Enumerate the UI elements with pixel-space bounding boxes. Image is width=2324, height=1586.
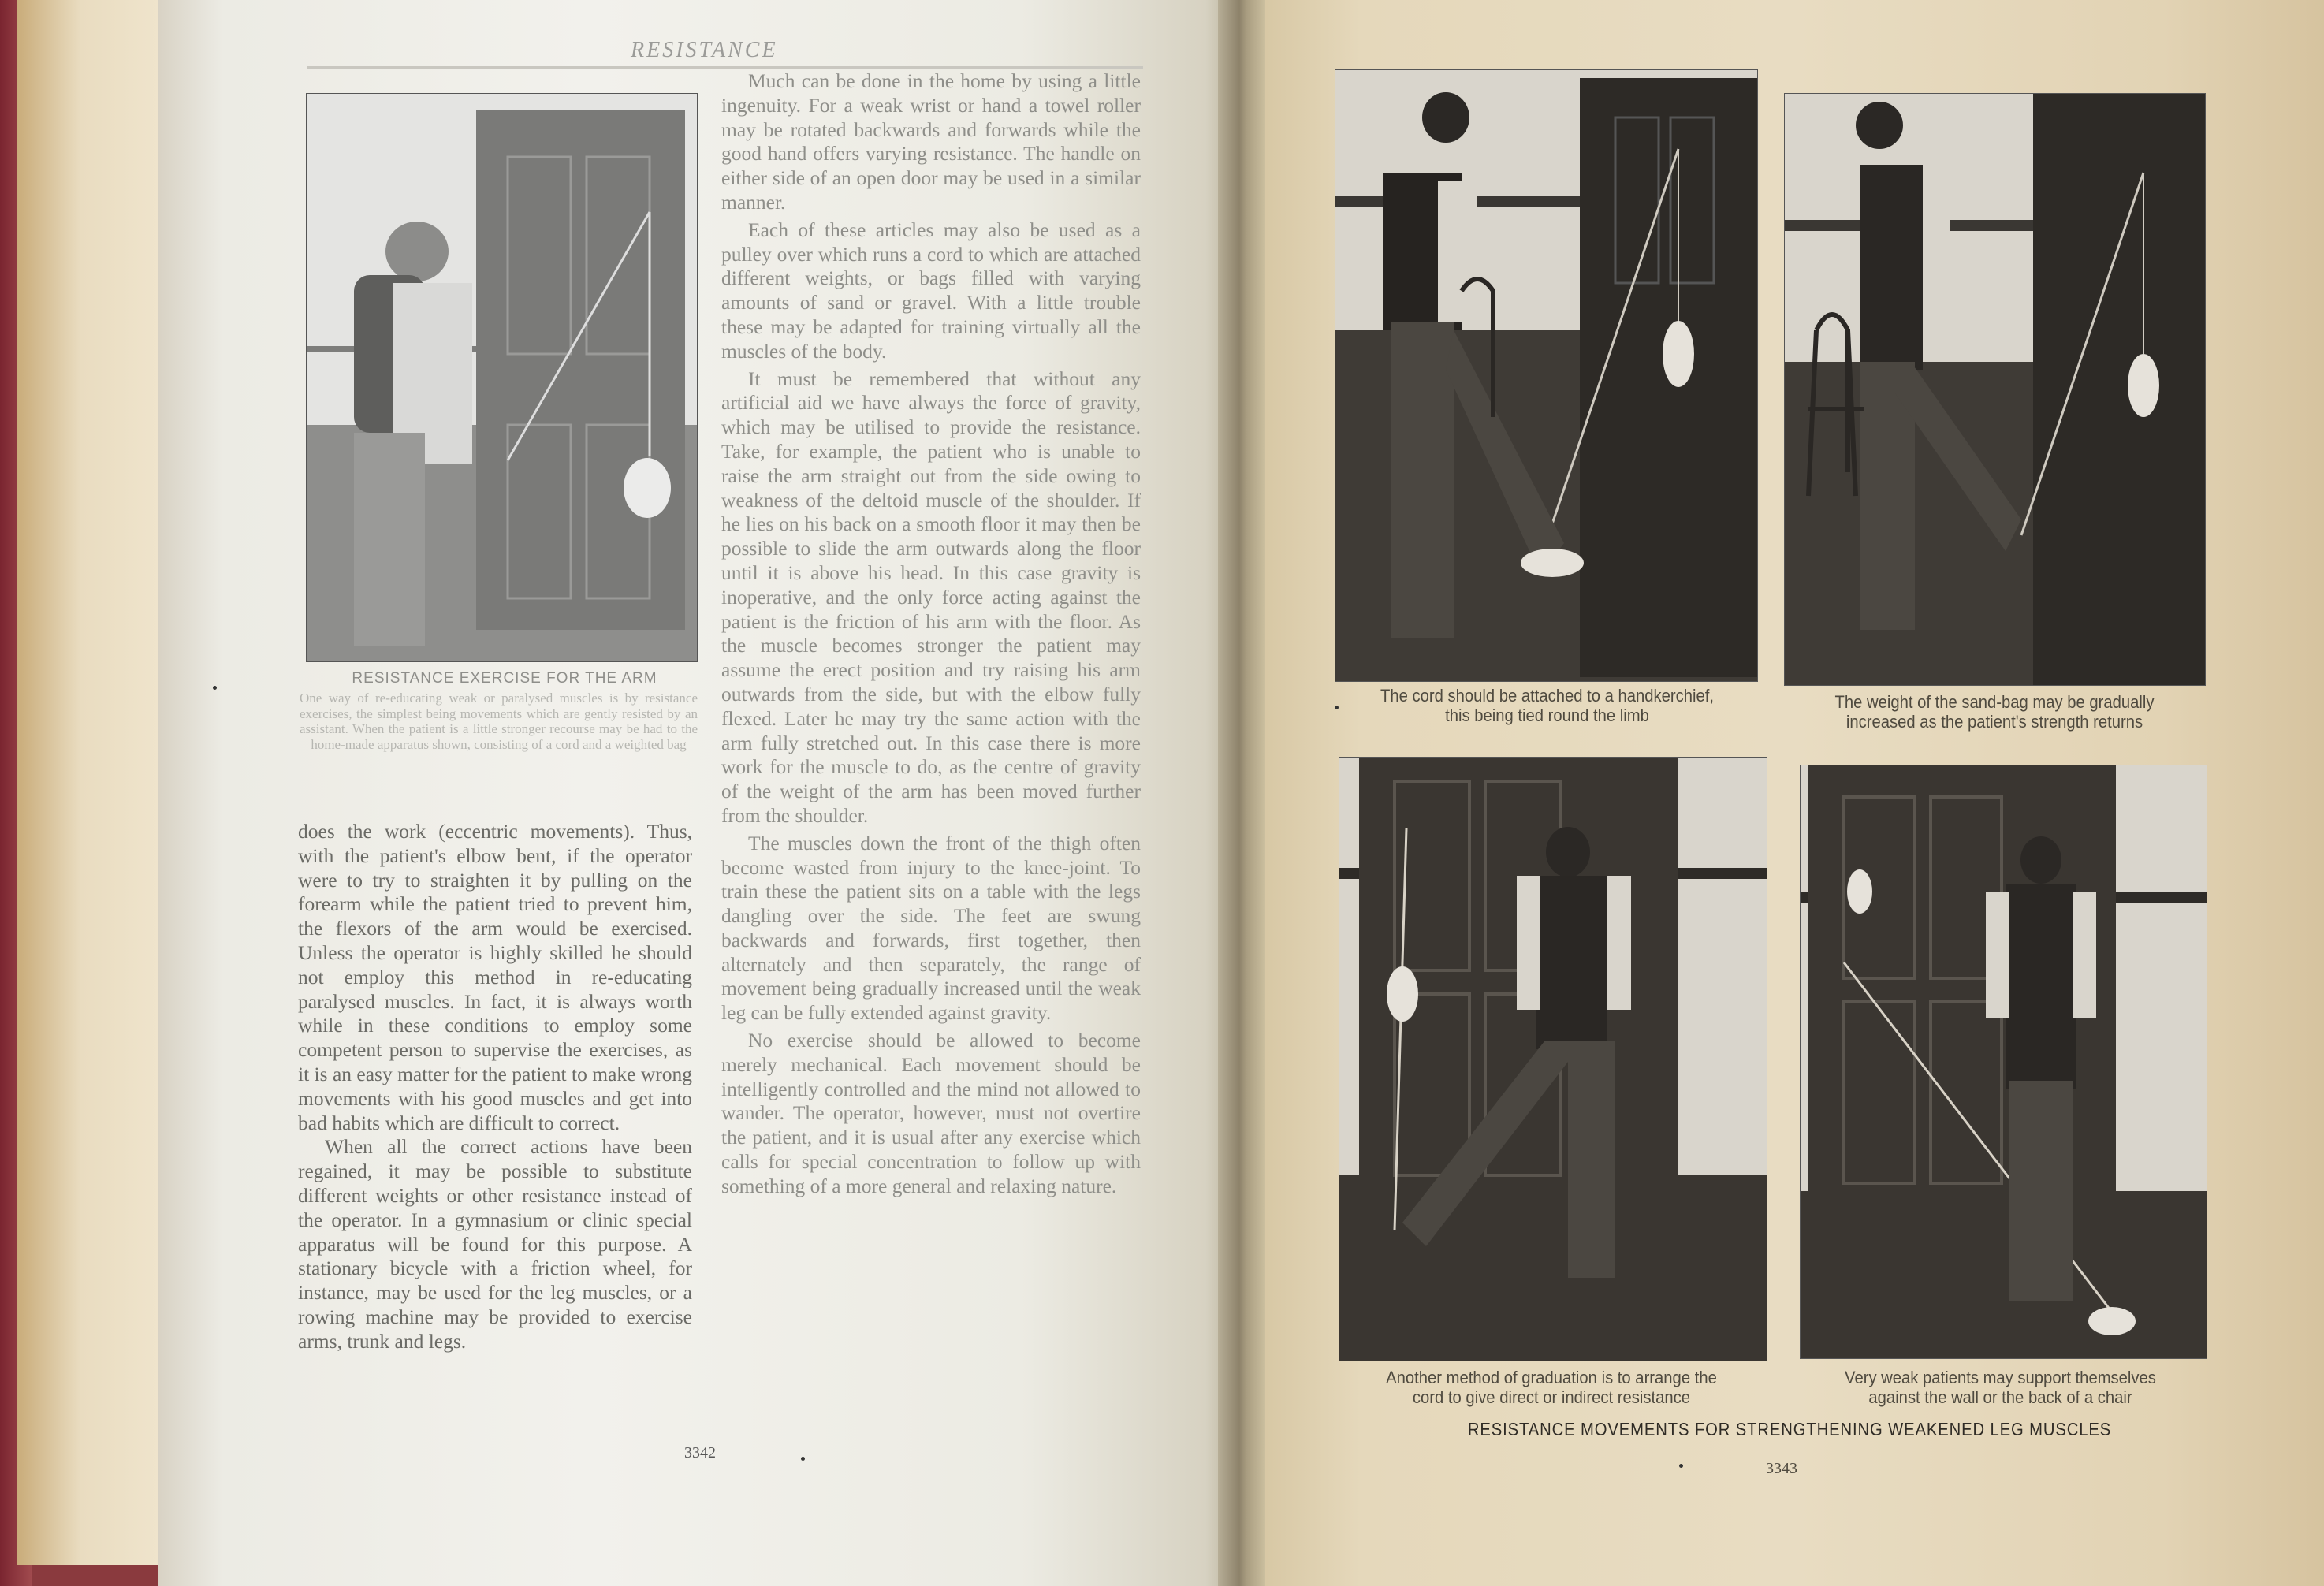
- speck: [1335, 706, 1339, 709]
- photo-illustration: [1801, 765, 2207, 1358]
- photo-caption-1: [1350, 686, 1745, 725]
- left-column-text: [298, 820, 692, 1354]
- photo-caption-3: [1352, 1368, 1751, 1407]
- leg-photo-2: [1784, 93, 2206, 686]
- paragraph: Each of these articles may also be used as a pulley over which runs a cord to which are attached different weights, or bags filled with varying amounts of sand or gravel. With a little trouble these may be adapted for training virtually all the muscles of the body.: [721, 218, 1141, 363]
- caption-line: cord to give direct or indirect resistance: [1412, 1387, 1691, 1407]
- figure-caption: One way of re-educating weak or paralysed muscles is by resistance exercises, the simplest being movements which are gently resisted by an assistant. When the patient is a little stronger recourse may be had to the home-made apparatus shown, consisting of a cord and a weighted bag: [300, 691, 698, 752]
- plate-title: RESISTANCE MOVEMENTS FOR STRENGTHENING WEAKENED LEG MUSCLES: [1467, 1419, 2112, 1439]
- caption-line: The weight of the sand-bag may be gradually: [1834, 692, 2155, 712]
- header-rule: [307, 66, 1143, 69]
- photo-illustration: [307, 94, 697, 661]
- photo-illustration: [1785, 94, 2205, 685]
- photo-caption-4: [1799, 1368, 2202, 1407]
- paragraph: No exercise should be allowed to become merely mechanical. Each movement should be intelligently controlled and the mind not allowed to wander. The operator, however, must not overtire the patient, and it is usual after any exercise which calls for special concentration to follow up with something of a more general and relaxing nature.: [721, 1029, 1141, 1197]
- paragraph: When all the correct actions have been regained, it may be possible to substitute different weights or other resistance instead of the operator. In a gymnasium or clinic special apparatus will be found for this purpose. A stationary bicycle with a friction wheel, for instance, may be used for the leg muscles, or a rowing machine may be provided to exercise arms, trunk and legs.: [298, 1135, 692, 1353]
- paragraph: does the work (eccentric movements). Thus, with the patient's elbow bent, if the operator were to try to straighten it by pulling on the forearm while the patient tried to prevent him, the flexors of the arm would be exercised. Unless the operator is highly skilled he should not employ this method in re-educating paralysed muscles. In fact, it is always worth while in these conditions to employ some competent person to supervise the exercises, as it is an easy matter for the patient to make wrong movements with his good muscles and get into bad habits which are difficult to correct.: [298, 820, 692, 1134]
- caption-line: Another method of graduation is to arrange the: [1386, 1368, 1717, 1387]
- figure-title: RESISTANCE EXERCISE FOR THE ARM: [352, 670, 657, 687]
- book-gutter: [1218, 0, 1265, 1586]
- leg-photo-3: [1339, 757, 1767, 1361]
- speck: [801, 1457, 805, 1461]
- arm-exercise-photo: [306, 93, 698, 662]
- photo-caption-2: [1795, 692, 2194, 732]
- right-column-text: [721, 69, 1141, 1199]
- caption-line: Very weak patients may support themselves: [1845, 1368, 2156, 1387]
- leg-photo-4: [1800, 765, 2207, 1359]
- caption-line: The cord should be attached to a handkerchief,: [1380, 686, 1715, 706]
- speck: [1679, 1464, 1683, 1468]
- photo-illustration: [1335, 70, 1757, 681]
- speck: [213, 686, 217, 690]
- caption-line: against the wall or the back of a chair: [1868, 1387, 2132, 1407]
- paragraph: Much can be done in the home by using a little ingenuity. For a weak wrist or hand a towel roller may be rotated backwards and forwards while the good hand offers varying resistance. The handle on either side of an open door may be used in a similar manner.: [721, 69, 1141, 214]
- paragraph: The muscles down the front of the thigh often become wasted from injury to the knee-joint. To train these the patient sits on a table with the legs dangling over the side. The feet are swung backwards and forwards, first together, then alternately and then separately, the range of movement being gradually increased until the weak leg can be fully extended against gravity.: [721, 831, 1141, 1025]
- page-number-right: 3343: [1766, 1460, 1797, 1477]
- running-head: RESISTANCE: [631, 38, 778, 62]
- leg-photo-1: [1335, 69, 1758, 682]
- caption-line: increased as the patient's strength returns: [1845, 712, 2143, 732]
- page-stack-edge: [17, 0, 175, 1565]
- photo-illustration: [1339, 758, 1767, 1361]
- page-number-left: 3342: [684, 1444, 716, 1461]
- paragraph: It must be remembered that without any artificial aid we have always the force of gravity, which may be utilised to provide the resistance. Take, for example, the patient who is unable to raise the arm straight out from the side owing to weakness of the deltoid muscle of the shoulder. If he lies on his back on a smooth floor it may then be possible to slide the arm outwards along the floor until it is above his head. In this case gravity is inoperative, and the only force acting against the patient is the friction of his arm with the floor. As the muscle becomes stronger the patient may assume the erect position and try raising his arm outwards from the side, but with the elbow fully flexed. Later he may try the same action with the arm fully stretched out. In this case there is more work for the muscle to do, as the centre of gravity of the weight of the arm has been moved further from the shoulder.: [721, 367, 1141, 827]
- caption-line: this being tied round the limb: [1445, 706, 1649, 725]
